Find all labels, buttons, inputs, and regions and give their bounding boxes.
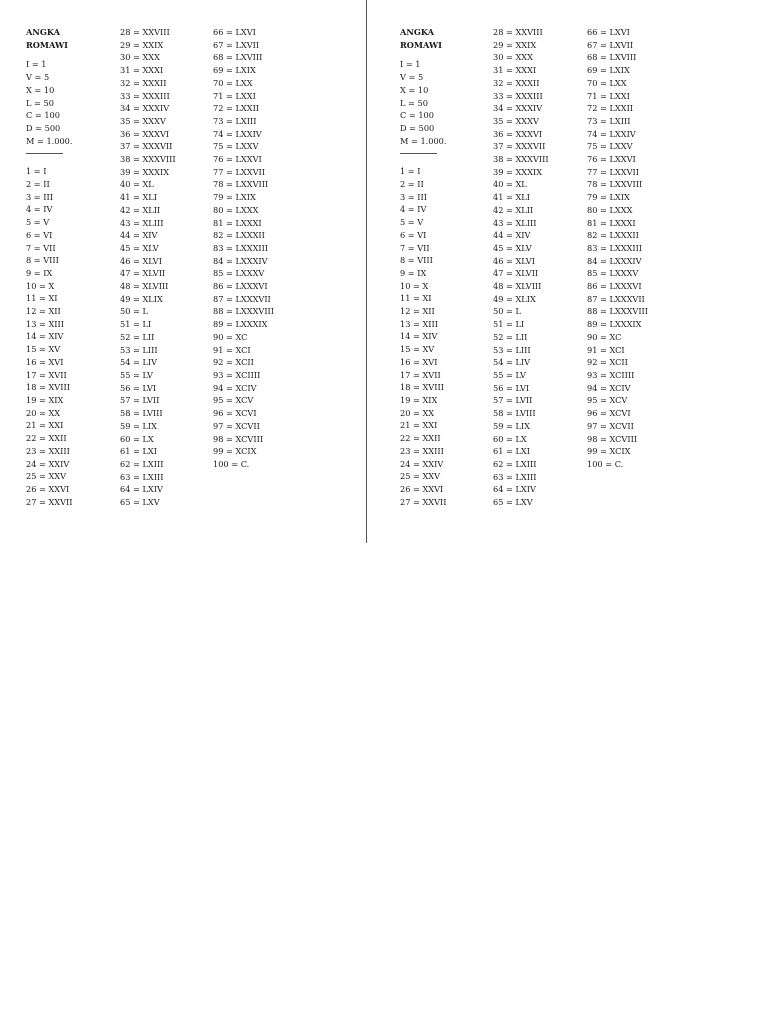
numeral-row: 13 = XIII xyxy=(26,318,65,329)
numeral-row: 88 = LXXXVIII xyxy=(587,306,649,317)
numeral-row: 32 = XXXII xyxy=(120,77,167,88)
numeral-row: 5 = V xyxy=(26,217,50,228)
numeral-row: 98 = XCVIII xyxy=(587,433,638,444)
numeral-row: 16 = XVI xyxy=(400,356,438,367)
numeral-row: 7 = VII xyxy=(26,242,56,253)
numeral-row: 64 = LXIV xyxy=(120,484,163,495)
numeral-row: 1 = I xyxy=(400,166,421,177)
numeral-row: 84 = LXXXIV xyxy=(587,255,642,266)
numeral-row: 97 = XCVII xyxy=(587,420,634,431)
numeral-row: 46 = XLVI xyxy=(120,255,162,266)
numeral-row: 17 = XVII xyxy=(400,369,441,380)
numeral-list xyxy=(213,26,274,471)
title-line-2: ROMAWI xyxy=(26,39,68,50)
numeral-row: 47 = XLVII xyxy=(120,268,166,279)
numeral-row: 61 = LXI xyxy=(493,446,530,457)
numeral-row: 100 = C. xyxy=(213,458,250,469)
numeral-row: 89 = LXXXIX xyxy=(587,319,642,330)
numeral-row: 13 = XIII xyxy=(400,318,439,329)
numeral-row: 30 = XXX xyxy=(493,52,533,63)
numeral-row: 33 = XXXIII xyxy=(493,90,543,101)
numeral-row: 5 = V xyxy=(400,217,424,228)
numeral-row: 79 = LXIX xyxy=(587,192,630,203)
numeral-row: 25 = XXV xyxy=(400,471,441,482)
numeral-row: 84 = LXXXIV xyxy=(213,255,268,266)
numeral-row: 95 = XCV xyxy=(587,395,628,406)
numeral-row: 100 = C. xyxy=(587,458,624,469)
numeral-row: 67 = LXVII xyxy=(213,39,260,50)
key-value-row: X = 10 xyxy=(26,84,55,95)
numeral-row: 89 = LXXXIX xyxy=(213,319,268,330)
numeral-row: 29 = XXIX xyxy=(493,39,537,50)
numeral-row: 19 = XIX xyxy=(26,394,64,405)
numeral-row: 9 = IX xyxy=(400,267,427,278)
key-value-row: I = 1 xyxy=(26,59,47,70)
numeral-row: 83 = LXXXIII xyxy=(587,242,643,253)
numeral-row: 22 = XXII xyxy=(400,433,441,444)
numeral-row: 71 = LXXI xyxy=(587,90,630,101)
numeral-row: 52 = LII xyxy=(120,331,155,342)
numeral-list xyxy=(400,165,447,508)
numeral-row: 80 = LXXX xyxy=(213,204,259,215)
numeral-row: 96 = XCVI xyxy=(587,408,631,419)
numeral-row: 8 = VIII xyxy=(400,255,433,266)
numeral-row: 42 = XLII xyxy=(493,204,534,215)
numeral-row: 79 = LXIX xyxy=(213,192,256,203)
numeral-row: 82 = LXXXII xyxy=(213,230,265,241)
numeral-row: 87 = LXXXVII xyxy=(213,293,271,304)
numeral-row: 81 = LXXXI xyxy=(587,217,636,228)
numeral-row: 86 = LXXXVI xyxy=(587,281,642,292)
numeral-row: 21 = XXI xyxy=(400,420,438,431)
numeral-row: 42 = XLII xyxy=(120,204,161,215)
numeral-list xyxy=(26,165,73,508)
numeral-row: 87 = LXXXVII xyxy=(587,293,645,304)
numeral-row: 48 = XLVIII xyxy=(493,281,542,292)
numeral-row: 68 = LXVIII xyxy=(587,52,637,63)
numeral-row: 52 = LII xyxy=(493,331,528,342)
numeral-row: 71 = LXXI xyxy=(213,90,256,101)
numeral-row: 33 = XXXIII xyxy=(120,90,170,101)
numeral-row: 53 = LIII xyxy=(120,344,158,355)
numeral-sheet-left xyxy=(0,0,384,545)
numeral-row: 40 = XL xyxy=(120,179,154,190)
numeral-row: 95 = XCV xyxy=(213,395,254,406)
numeral-row: 14 = XIV xyxy=(400,331,438,342)
numeral-row: 77 = LXXVII xyxy=(587,166,639,177)
numeral-row: 4 = IV xyxy=(26,204,53,215)
numeral-row: 22 = XXII xyxy=(26,433,67,444)
numeral-row: 38 = XXXVIII xyxy=(493,154,549,165)
numeral-row: 98 = XCVIII xyxy=(213,433,264,444)
numeral-row: 99 = XCIX xyxy=(213,446,257,457)
column-key-and-1-27 xyxy=(26,26,73,508)
numeral-row: 82 = LXXXII xyxy=(587,230,639,241)
numeral-row: 68 = LXVIII xyxy=(213,52,263,63)
numeral-row: 20 = XX xyxy=(400,407,435,418)
numeral-row: 28 = XXVIII xyxy=(493,27,543,37)
numeral-row: 78 = LXXVIII xyxy=(587,179,643,190)
column-66-100 xyxy=(213,26,274,471)
column-28-65 xyxy=(120,26,176,509)
numeral-row: 15 = XV xyxy=(400,344,435,355)
numeral-row: 70 = LXX xyxy=(587,77,627,88)
key-value-row: M = 1.000. xyxy=(26,135,73,146)
numeral-row: 59 = LIX xyxy=(120,420,157,431)
numeral-row: 10 = X xyxy=(26,280,55,291)
numeral-row: 63 = LXIII xyxy=(120,471,164,482)
numeral-row: 55 = LV xyxy=(120,369,153,380)
numeral-row: 51 = LI xyxy=(493,319,525,330)
numeral-row: 31 = XXXI xyxy=(493,65,537,76)
numeral-row: 56 = LVI xyxy=(120,382,157,393)
separator-rule xyxy=(400,153,437,154)
column-28-65 xyxy=(493,26,549,509)
numeral-row: 15 = XV xyxy=(26,344,61,355)
numeral-row: 75 = LXXV xyxy=(213,141,259,152)
column-key-and-1-27 xyxy=(400,26,447,508)
key-value-row: V = 5 xyxy=(400,72,424,83)
numeral-row: 12 = XII xyxy=(400,306,435,317)
numeral-row: 36 = XXXVI xyxy=(493,128,543,139)
key-value-row: L = 50 xyxy=(400,97,428,108)
numeral-row: 39 = XXXIX xyxy=(493,166,543,177)
numeral-row: 14 = XIV xyxy=(26,331,64,342)
numeral-row: 74 = LXXIV xyxy=(213,128,262,139)
numeral-row: 58 = LVIII xyxy=(493,408,536,419)
numeral-row: 32 = XXXII xyxy=(493,77,540,88)
title-line-2: ROMAWI xyxy=(400,39,442,50)
numeral-row: 76 = LXXVI xyxy=(587,154,636,165)
numeral-row: 50 = L xyxy=(120,306,148,317)
numeral-row: 69 = LXIX xyxy=(213,65,256,76)
numeral-row: 37 = XXXVII xyxy=(120,141,173,152)
key-value-row: C = 100 xyxy=(26,110,60,121)
key-value-row: D = 500 xyxy=(26,122,61,133)
numeral-row: 74 = LXXIV xyxy=(587,128,636,139)
numeral-row: 67 = LXVII xyxy=(587,39,634,50)
numeral-row: 19 = XIX xyxy=(400,394,438,405)
numeral-row: 18 = XVIII xyxy=(400,382,444,393)
numeral-row: 65 = LXV xyxy=(493,497,533,508)
numeral-row: 23 = XXIII xyxy=(26,445,70,456)
numeral-row: 37 = XXXVII xyxy=(493,141,546,152)
numeral-row: 73 = LXIII xyxy=(587,115,631,126)
numeral-row: 23 = XXIII xyxy=(400,445,444,456)
numeral-row: 9 = IX xyxy=(26,267,53,278)
numeral-row: 92 = XCII xyxy=(213,357,254,368)
numeral-row: 27 = XXVII xyxy=(400,496,447,507)
numeral-row: 57 = LVII xyxy=(493,395,533,406)
numeral-sheet-right xyxy=(374,0,758,545)
numeral-row: 50 = L xyxy=(493,306,521,317)
numeral-row: 28 = XXVIII xyxy=(120,27,170,37)
numeral-row: 54 = LIV xyxy=(493,357,531,368)
numeral-row: 96 = XCVI xyxy=(213,408,257,419)
numeral-row: 26 = XXVI xyxy=(26,483,70,494)
numeral-row: 2 = II xyxy=(26,179,50,190)
numeral-row: 97 = XCVII xyxy=(213,420,260,431)
numeral-row: 43 = XLIII xyxy=(120,217,164,228)
numeral-row: 69 = LXIX xyxy=(587,65,630,76)
numeral-row: 60 = LX xyxy=(493,433,527,444)
key-value-row: M = 1.000. xyxy=(400,135,447,146)
numeral-row: 59 = LIX xyxy=(493,420,530,431)
numeral-row: 90 = XC xyxy=(213,331,248,342)
numeral-row: 90 = XC xyxy=(587,331,622,342)
key-value-row: C = 100 xyxy=(400,110,434,121)
key-value-row: L = 50 xyxy=(26,97,54,108)
numeral-row: 6 = VI xyxy=(26,229,53,240)
key-value-row: X = 10 xyxy=(400,84,429,95)
numeral-row: 4 = IV xyxy=(400,204,427,215)
numeral-row: 94 = XCIV xyxy=(587,382,631,393)
numeral-row: 60 = LX xyxy=(120,433,154,444)
numeral-row: 58 = LVIII xyxy=(120,408,163,419)
numeral-row: 21 = XXI xyxy=(26,420,64,431)
numeral-row: 49 = XLIX xyxy=(120,293,163,304)
numeral-row: 31 = XXXI xyxy=(120,65,164,76)
numeral-row: 11 = XI xyxy=(26,293,58,304)
numeral-row: 53 = LIII xyxy=(493,344,531,355)
numeral-row: 93 = XCIIII xyxy=(213,369,261,380)
numeral-row: 81 = LXXXI xyxy=(213,217,262,228)
numeral-row: 17 = XVII xyxy=(26,369,67,380)
numeral-row: 43 = XLIII xyxy=(493,217,537,228)
numeral-row: 72 = LXXII xyxy=(587,103,634,114)
numeral-row: 88 = LXXXVIII xyxy=(213,306,275,317)
numeral-row: 18 = XVIII xyxy=(26,382,70,393)
numeral-row: 66 = LXVI xyxy=(587,27,630,37)
numeral-row: 83 = LXXXIII xyxy=(213,242,269,253)
numeral-row: 26 = XXVI xyxy=(400,483,444,494)
numeral-row: 49 = XLIX xyxy=(493,293,536,304)
numeral-row: 99 = XCIX xyxy=(587,446,631,457)
numeral-row: 94 = XCIV xyxy=(213,382,257,393)
numeral-row: 6 = VI xyxy=(400,229,427,240)
numeral-row: 34 = XXXIV xyxy=(120,103,170,114)
numeral-row: 55 = LV xyxy=(493,369,526,380)
numeral-row: 27 = XXVII xyxy=(26,496,73,507)
numeral-row: 92 = XCII xyxy=(587,357,628,368)
numeral-row: 93 = XCIIII xyxy=(587,369,635,380)
numeral-row: 72 = LXXII xyxy=(213,103,260,114)
numeral-row: 20 = XX xyxy=(26,407,61,418)
key-value-row: I = 1 xyxy=(400,59,421,70)
numeral-row: 91 = XCI xyxy=(587,344,625,355)
numeral-row: 29 = XXIX xyxy=(120,39,164,50)
numeral-row: 7 = VII xyxy=(400,242,430,253)
key-value-row: D = 500 xyxy=(400,122,435,133)
numeral-row: 1 = I xyxy=(26,166,47,177)
title-line-1: ANGKA xyxy=(400,27,434,37)
numeral-row: 44 = XIV xyxy=(493,230,531,241)
numeral-row: 10 = X xyxy=(400,280,429,291)
numeral-row: 45 = XLV xyxy=(120,242,159,253)
numeral-row: 56 = LVI xyxy=(493,382,530,393)
numeral-list xyxy=(493,26,549,509)
numeral-row: 45 = XLV xyxy=(493,242,532,253)
numeral-row: 66 = LXVI xyxy=(213,27,256,37)
numeral-row: 76 = LXXVI xyxy=(213,154,262,165)
numeral-row: 62 = LXIII xyxy=(493,458,537,469)
numeral-row: 41 = XLI xyxy=(493,192,530,203)
numeral-row: 62 = LXIII xyxy=(120,458,164,469)
numeral-row: 51 = LI xyxy=(120,319,152,330)
numeral-row: 46 = XLVI xyxy=(493,255,535,266)
numeral-row: 77 = LXXVII xyxy=(213,166,265,177)
numeral-row: 86 = LXXXVI xyxy=(213,281,268,292)
numeral-row: 24 = XXIV xyxy=(400,458,444,469)
numeral-row: 61 = LXI xyxy=(120,446,157,457)
numeral-row: 8 = VIII xyxy=(26,255,59,266)
numeral-row: 70 = LXX xyxy=(213,77,253,88)
numeral-row: 12 = XII xyxy=(26,306,61,317)
numeral-row: 39 = XXXIX xyxy=(120,166,170,177)
numeral-row: 11 = XI xyxy=(400,293,432,304)
numeral-row: 75 = LXXV xyxy=(587,141,633,152)
numeral-row: 36 = XXXVI xyxy=(120,128,170,139)
numeral-row: 91 = XCI xyxy=(213,344,251,355)
numeral-row: 41 = XLI xyxy=(120,192,157,203)
numeral-row: 34 = XXXIV xyxy=(493,103,543,114)
numeral-row: 38 = XXXVIII xyxy=(120,154,176,165)
page-divider xyxy=(366,0,367,543)
numeral-row: 35 = XXXV xyxy=(120,115,166,126)
numeral-row: 57 = LVII xyxy=(120,395,160,406)
numeral-row: 63 = LXIII xyxy=(493,471,537,482)
numeral-row: 3 = III xyxy=(400,191,427,202)
numeral-row: 85 = LXXXV xyxy=(213,268,265,279)
key-values-list xyxy=(400,58,447,147)
numeral-row: 80 = LXXX xyxy=(587,204,633,215)
numeral-row: 44 = XIV xyxy=(120,230,158,241)
key-value-row: V = 5 xyxy=(26,72,50,83)
numeral-row: 30 = XXX xyxy=(120,52,160,63)
separator-rule xyxy=(26,153,63,154)
numeral-row: 73 = LXIII xyxy=(213,115,257,126)
numeral-row: 16 = XVI xyxy=(26,356,64,367)
numeral-row: 64 = LXIV xyxy=(493,484,536,495)
numeral-row: 65 = LXV xyxy=(120,497,160,508)
numeral-row: 40 = XL xyxy=(493,179,527,190)
column-66-100 xyxy=(587,26,648,471)
numeral-row: 54 = LIV xyxy=(120,357,158,368)
key-values-list xyxy=(26,58,73,147)
numeral-row: 85 = LXXXV xyxy=(587,268,639,279)
title-line-1: ANGKA xyxy=(26,27,60,37)
numeral-row: 24 = XXIV xyxy=(26,458,70,469)
numeral-list xyxy=(587,26,648,471)
numeral-row: 78 = LXXVIII xyxy=(213,179,269,190)
numeral-row: 25 = XXV xyxy=(26,471,67,482)
numeral-row: 3 = III xyxy=(26,191,53,202)
numeral-list xyxy=(120,26,176,509)
numeral-row: 47 = XLVII xyxy=(493,268,539,279)
numeral-row: 2 = II xyxy=(400,179,424,190)
numeral-row: 35 = XXXV xyxy=(493,115,539,126)
numeral-row: 48 = XLVIII xyxy=(120,281,169,292)
